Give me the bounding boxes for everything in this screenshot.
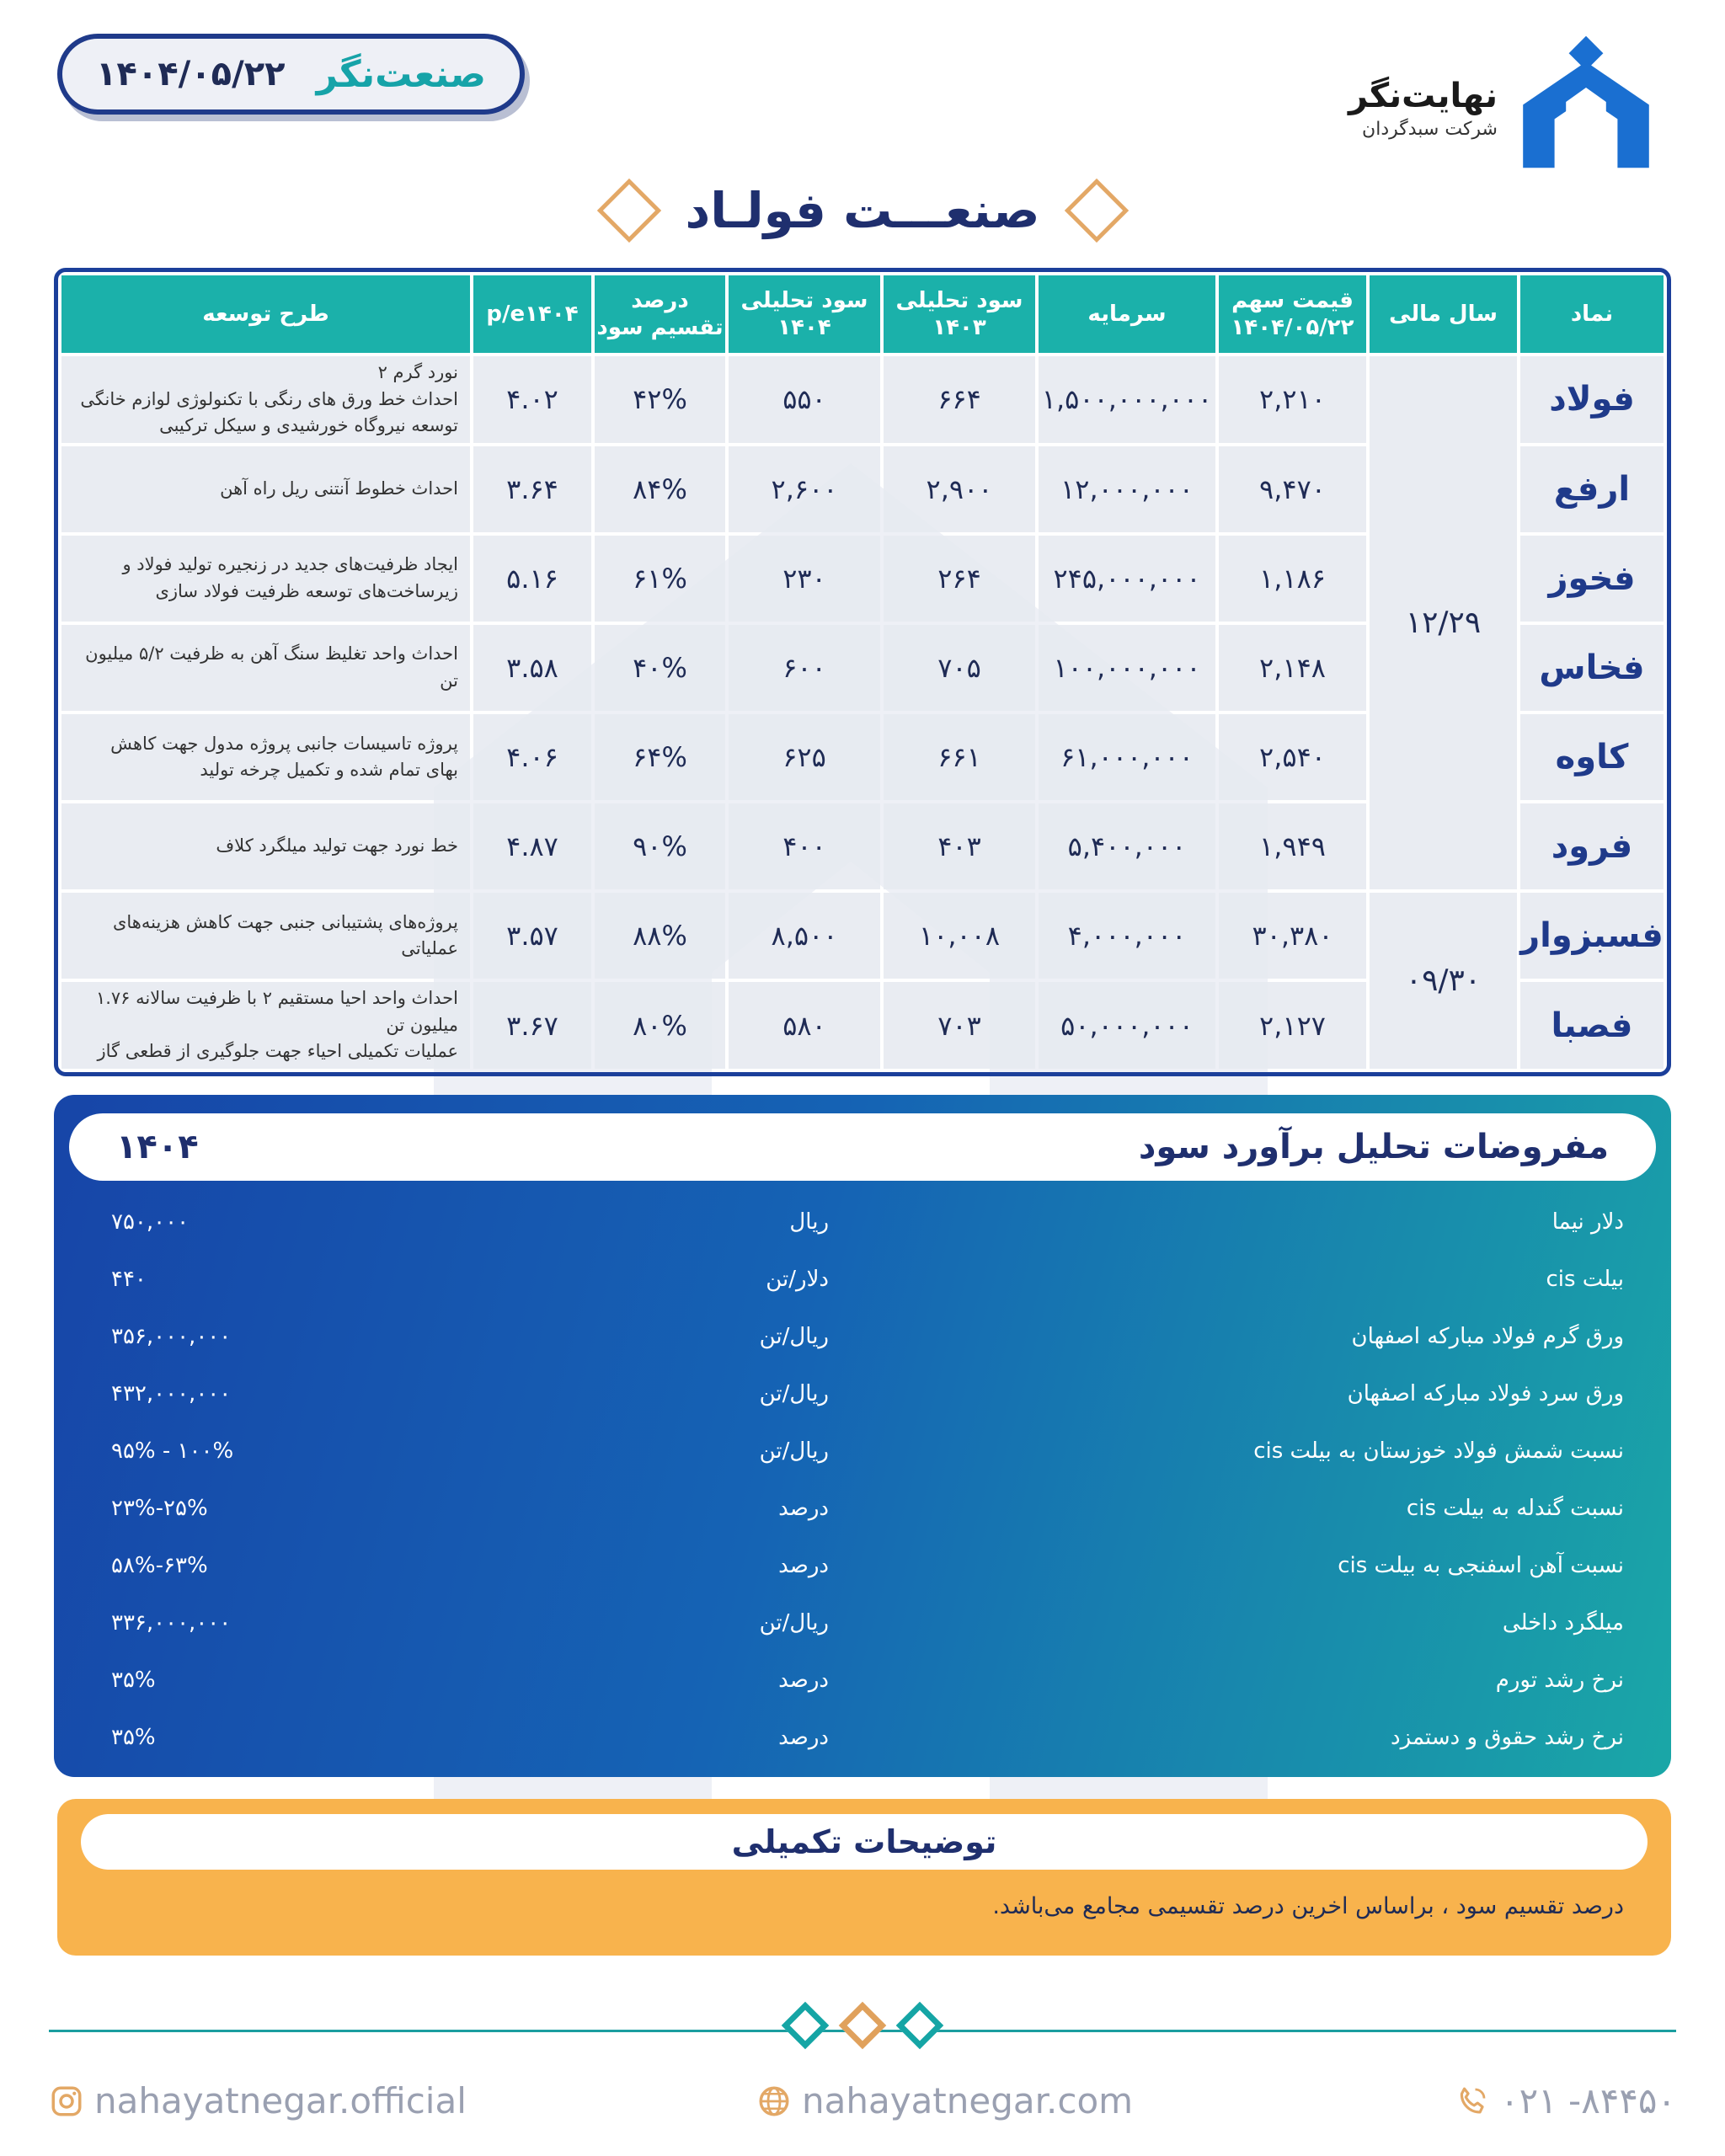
assumption-label: نرخ رشد حقوق و دستمزد xyxy=(1391,1725,1624,1750)
assumption-label: دلار نیما xyxy=(1551,1209,1624,1235)
diamond-icon xyxy=(782,2002,830,2050)
assumption-unit: ریال/تن xyxy=(759,1381,829,1406)
assumption-value: ۳۵۶,۰۰۰,۰۰۰ xyxy=(111,1324,232,1349)
report-date: ۱۴۰۴/۰۵/۲۲ xyxy=(96,55,286,93)
plan-line: احداث واحد تغلیظ سنگ آهن به ظرفیت ۵/۲ میلیون تن xyxy=(85,643,458,691)
fiscal-year-cell: ۱۲/۲۹ xyxy=(1370,356,1517,889)
pe-cell: ۵.۱۶ xyxy=(473,536,591,622)
profit-1404-cell: ۸,۵۰۰ xyxy=(729,893,880,979)
list-item xyxy=(54,1711,1671,1769)
plan-line: احداث واحد احیا مستقیم ۲ با ظرفیت سالانه ۱.۷۶ میلیون تن xyxy=(95,988,458,1035)
assumption-unit: درصد xyxy=(778,1725,829,1750)
header-profit-1403-year: ۱۴۰۳ xyxy=(932,315,986,340)
profit-1404-cell: ۶۲۵ xyxy=(729,714,880,800)
plan-cell xyxy=(61,714,470,800)
capital-cell: ۲۴۵,۰۰۰,۰۰۰ xyxy=(1039,536,1215,622)
logo-mark-icon xyxy=(1514,30,1658,173)
header-plan: طرح توسعه xyxy=(61,275,470,353)
symbol-cell: کاوه xyxy=(1520,714,1664,800)
instagram-link[interactable] xyxy=(49,2080,467,2121)
notes-header xyxy=(81,1814,1648,1870)
fiscal-year-cell: ۰۹/۳۰ xyxy=(1370,893,1517,1069)
diamond-icon xyxy=(596,179,660,243)
list-item xyxy=(54,1196,1671,1253)
assumptions-year: ۱۴۰۴ xyxy=(116,1128,199,1166)
plan-cell xyxy=(61,356,470,443)
capital-cell: ۶۱,۰۰۰,۰۰۰ xyxy=(1039,714,1215,800)
profit-1403-cell: ۱۰,۰۰۸ xyxy=(884,893,1035,979)
page-title-bar xyxy=(0,168,1725,253)
plan-line: نورد گرم ۲ xyxy=(377,362,458,383)
assumption-unit: ریال/تن xyxy=(759,1438,829,1464)
assumption-unit: درصد xyxy=(778,1553,829,1578)
notes-panel xyxy=(57,1799,1671,1956)
capital-cell: ۱۰۰,۰۰۰,۰۰۰ xyxy=(1039,625,1215,711)
plan-cell xyxy=(61,803,470,889)
capital-cell: ۱,۵۰۰,۰۰۰,۰۰۰ xyxy=(1039,356,1215,443)
assumption-value: ۳۵% xyxy=(111,1668,156,1693)
assumption-unit: ریال/تن xyxy=(759,1324,829,1349)
price-cell: ۲,۲۱۰ xyxy=(1219,356,1366,443)
assumption-unit: درصد xyxy=(778,1668,829,1693)
header-dividend-label: درصد xyxy=(631,287,689,313)
stocks-table xyxy=(58,272,1667,1072)
list-item xyxy=(54,1368,1671,1425)
profit-1403-cell: ۷۰۵ xyxy=(884,625,1035,711)
list-item xyxy=(54,1654,1671,1711)
plan-line: خط نورد جهت تولید میلگرد کلاف xyxy=(216,835,458,857)
profit-1404-cell: ۵۸۰ xyxy=(729,982,880,1069)
plan-cell xyxy=(61,982,470,1069)
profit-1404-cell: ۴۰۰ xyxy=(729,803,880,889)
plan-line: احداث خطوط آنتنی ریل راه آهن xyxy=(220,478,458,499)
plan-cell xyxy=(61,446,470,532)
capital-cell: ۴,۰۰۰,۰۰۰ xyxy=(1039,893,1215,979)
price-cell: ۲,۵۴۰ xyxy=(1219,714,1366,800)
symbol-cell: ارفع xyxy=(1520,446,1664,532)
assumption-value: ۲۳%-۲۵% xyxy=(111,1496,208,1521)
profit-1404-cell: ۲,۶۰۰ xyxy=(729,446,880,532)
list-item xyxy=(54,1310,1671,1368)
price-cell: ۳۰,۳۸۰ xyxy=(1219,893,1366,979)
plan-line: عملیات تکمیلی احیاء جهت جلوگیری از قطعی گاز xyxy=(97,1041,458,1062)
header-profit-1404 xyxy=(729,275,880,353)
assumption-unit: ریال xyxy=(789,1209,829,1235)
plan-line: پروژه تاسیسات جانبی پروژه مدول جهت کاهش بهای تمام شده و تکمیل چرخه تولید xyxy=(110,733,458,780)
phone-number: ۰۲۱ -۸۴۴۵۰ xyxy=(1500,2080,1676,2121)
assumption-value: ۵۸%-۶۳% xyxy=(111,1553,208,1578)
header-dividend-sub: تقسیم سود xyxy=(596,315,724,340)
list-item xyxy=(54,1482,1671,1540)
list-item xyxy=(54,1597,1671,1654)
brand-text xyxy=(1348,77,1498,140)
dividend-cell: ۸۸% xyxy=(595,893,725,979)
header-profit-1403-label: سود تحلیلی xyxy=(895,287,1023,313)
table-row xyxy=(61,893,1664,979)
profit-1404-cell: ۲۳۰ xyxy=(729,536,880,622)
globe-icon xyxy=(756,2084,792,2119)
pe-cell: ۴.۰۶ xyxy=(473,714,591,800)
pe-cell: ۳.۵۸ xyxy=(473,625,591,711)
instagram-icon xyxy=(49,2084,84,2119)
dividend-cell: ۶۴% xyxy=(595,714,725,800)
capital-cell: ۵,۴۰۰,۰۰۰ xyxy=(1039,803,1215,889)
symbol-cell: فصبا xyxy=(1520,982,1664,1069)
assumptions-panel xyxy=(54,1095,1671,1777)
profit-1403-cell: ۲,۹۰۰ xyxy=(884,446,1035,532)
footer-ornament xyxy=(0,2009,1725,2056)
profit-1404-cell: ۵۵۰ xyxy=(729,356,880,443)
brand-logo xyxy=(1152,30,1658,173)
profit-1404-cell: ۶۰۰ xyxy=(729,625,880,711)
brand-name: نهایت‌نگر xyxy=(1348,77,1498,115)
website-url: nahayatnegar.com xyxy=(802,2080,1134,2121)
symbol-cell: فولاد xyxy=(1520,356,1664,443)
plan-cell xyxy=(61,536,470,622)
pe-cell: ۳.۶۷ xyxy=(473,982,591,1069)
capital-cell: ۵۰,۰۰۰,۰۰۰ xyxy=(1039,982,1215,1069)
pe-cell: ۴.۸۷ xyxy=(473,803,591,889)
header-pe: p/e۱۴۰۴ xyxy=(473,275,591,353)
assumption-unit: دلار/تن xyxy=(766,1267,829,1292)
notes-title: توضیحات تکمیلی xyxy=(731,1823,997,1860)
assumption-label: ورق سرد فولاد مبارکه اصفهان xyxy=(1347,1381,1624,1406)
assumption-label: نسبت شمش فولاد خوزستان به بیلت cis xyxy=(1253,1438,1624,1464)
dividend-cell: ۴۰% xyxy=(595,625,725,711)
diamond-icon xyxy=(1064,179,1128,243)
footer-contacts xyxy=(49,2072,1676,2139)
dividend-cell: ۴۲% xyxy=(595,356,725,443)
list-item xyxy=(54,1253,1671,1310)
plan-line: احداث خط ورق های رنگی با تکنولوژی لوازم خانگی xyxy=(80,388,458,409)
profit-1403-cell: ۶۶۴ xyxy=(884,356,1035,443)
stocks-table-container xyxy=(54,268,1671,1076)
pe-cell: ۳.۶۴ xyxy=(473,446,591,532)
assumption-unit: ریال/تن xyxy=(759,1610,829,1636)
header-fiscal-year: سال مالی xyxy=(1370,275,1517,353)
assumption-label: ورق گرم فولاد مبارکه اصفهان xyxy=(1351,1324,1624,1349)
phone-link[interactable] xyxy=(1455,2080,1676,2121)
symbol-cell: فسبزوار xyxy=(1520,893,1664,979)
list-item xyxy=(54,1425,1671,1482)
pe-cell: ۳.۵۷ xyxy=(473,893,591,979)
assumption-value: ۹۵% - ۱۰۰% xyxy=(111,1438,234,1464)
price-cell: ۱,۱۸۶ xyxy=(1219,536,1366,622)
diamond-icon xyxy=(839,2002,887,2050)
assumption-value: ۴۴۰ xyxy=(111,1267,147,1292)
assumptions-title: مفروضات تحلیل برآورد سود xyxy=(1138,1128,1609,1166)
assumptions-header xyxy=(69,1113,1656,1181)
header-price-date: ۱۴۰۴/۰۵/۲۲ xyxy=(1231,315,1354,340)
symbol-cell: فرود xyxy=(1520,803,1664,889)
industry-name: صنعت‌نگر xyxy=(316,52,486,96)
price-cell: ۲,۱۲۷ xyxy=(1219,982,1366,1069)
plan-line: توسعه نیروگاه خورشیدی و سیکل ترکیبی xyxy=(159,415,458,436)
header-price xyxy=(1219,275,1366,353)
header-profit-1404-label: سود تحلیلی xyxy=(740,287,868,313)
brand-subtitle: شرکت سبدگردان xyxy=(1362,119,1498,140)
profit-1403-cell: ۷۰۳ xyxy=(884,982,1035,1069)
assumption-value: ۴۳۲,۰۰۰,۰۰۰ xyxy=(111,1381,232,1406)
price-cell: ۱,۹۴۹ xyxy=(1219,803,1366,889)
plan-cell xyxy=(61,893,470,979)
plan-cell xyxy=(61,625,470,711)
table-row xyxy=(61,356,1664,443)
assumption-unit: درصد xyxy=(778,1496,829,1521)
assumptions-list xyxy=(54,1196,1671,1769)
header-profit-1404-year: ۱۴۰۴ xyxy=(777,315,831,340)
header-price-label: قیمت سهم xyxy=(1231,287,1354,313)
plan-line: پروژه‌های پشتیبانی جنبی جهت کاهش هزینه‌های عملیاتی xyxy=(112,911,458,959)
header-capital: سرمایه xyxy=(1039,275,1215,353)
assumption-value: ۷۵۰,۰۰۰ xyxy=(111,1209,190,1235)
assumption-label: بیلت cis xyxy=(1546,1267,1624,1292)
plan-line: ایجاد ظرفیت‌های جدید در زنجیره تولید فولاد و زیرساخت‌های توسعه ظرفیت فولاد سازی xyxy=(122,554,458,601)
assumption-label: نسبت گندله به بیلت cis xyxy=(1406,1496,1624,1521)
list-item xyxy=(54,1540,1671,1597)
header-profit-1403 xyxy=(884,275,1035,353)
symbol-cell: فخاس xyxy=(1520,625,1664,711)
industry-date-pill xyxy=(57,34,525,115)
website-link[interactable] xyxy=(756,2080,1133,2121)
dividend-cell: ۶۱% xyxy=(595,536,725,622)
assumption-label: نرخ رشد تورم xyxy=(1495,1668,1624,1693)
phone-icon xyxy=(1455,2084,1490,2119)
page-title: صنعـــت فولـاد xyxy=(685,182,1040,239)
dividend-cell: ۸۰% xyxy=(595,982,725,1069)
instagram-handle: nahayatnegar.official xyxy=(94,2080,467,2121)
pe-cell: ۴.۰۲ xyxy=(473,356,591,443)
assumption-label: نسبت آهن اسفنجی به بیلت cis xyxy=(1338,1553,1624,1578)
header-symbol: نماد xyxy=(1520,275,1664,353)
price-cell: ۹,۴۷۰ xyxy=(1219,446,1366,532)
profit-1403-cell: ۶۶۱ xyxy=(884,714,1035,800)
diamond-icon xyxy=(896,2002,944,2050)
assumption-value: ۳۵% xyxy=(111,1725,156,1750)
header-dividend xyxy=(595,275,725,353)
assumption-value: ۳۳۶,۰۰۰,۰۰۰ xyxy=(111,1610,232,1636)
price-cell: ۲,۱۴۸ xyxy=(1219,625,1366,711)
dividend-cell: ۸۴% xyxy=(595,446,725,532)
profit-1403-cell: ۴۰۳ xyxy=(884,803,1035,889)
capital-cell: ۱۲,۰۰۰,۰۰۰ xyxy=(1039,446,1215,532)
dividend-cell: ۹۰% xyxy=(595,803,725,889)
assumption-label: میلگرد داخلی xyxy=(1502,1610,1624,1636)
table-header-row xyxy=(61,275,1664,353)
notes-text: درصد تقسیم سود ، براساس اخرین درصد تقسیمی مجامع می‌باشد. xyxy=(992,1893,1624,1919)
symbol-cell: فخوز xyxy=(1520,536,1664,622)
profit-1403-cell: ۲۶۴ xyxy=(884,536,1035,622)
